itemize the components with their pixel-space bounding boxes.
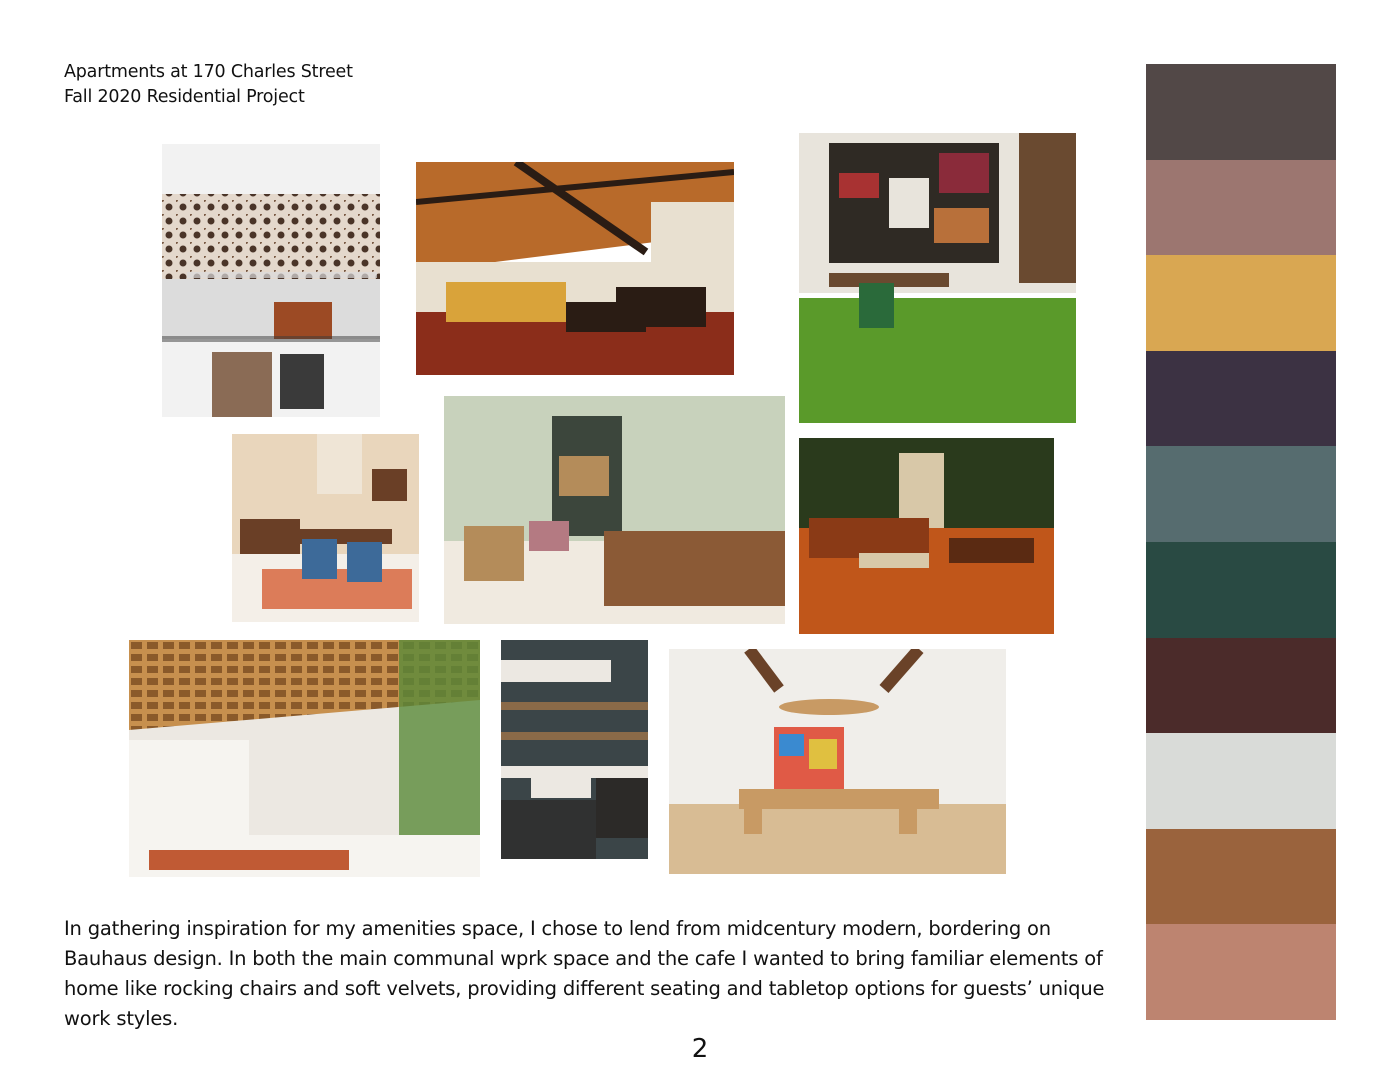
photo-kitchen-patterned-wall bbox=[162, 144, 380, 417]
page-number: 2 bbox=[691, 1034, 709, 1064]
photo-lounge-orange-floor bbox=[799, 438, 1054, 634]
color-palette bbox=[1146, 64, 1336, 1020]
photo-cafe-wood-grid-ceiling bbox=[129, 640, 480, 877]
photo-kitchenette-dark-cabinets bbox=[501, 640, 648, 859]
palette-swatch bbox=[1146, 160, 1336, 256]
palette-swatch bbox=[1146, 64, 1336, 160]
palette-swatch bbox=[1146, 351, 1336, 447]
palette-swatch bbox=[1146, 255, 1336, 351]
palette-swatch bbox=[1146, 446, 1336, 542]
project-subtitle: Fall 2020 Residential Project bbox=[64, 87, 305, 107]
project-header bbox=[64, 60, 353, 110]
palette-swatch bbox=[1146, 924, 1336, 1020]
palette-swatch bbox=[1146, 542, 1336, 638]
photo-dining-white-room bbox=[669, 649, 1006, 874]
palette-swatch bbox=[1146, 638, 1336, 734]
photo-living-room-glass-walls bbox=[444, 396, 785, 624]
palette-swatch bbox=[1146, 733, 1336, 829]
palette-swatch bbox=[1146, 829, 1336, 925]
photo-study-green-carpet bbox=[799, 133, 1076, 423]
project-title: Apartments at 170 Charles Street bbox=[64, 62, 353, 82]
photo-dining-blue-chairs bbox=[232, 434, 419, 622]
design-description: In gathering inspiration for my amenities space, I chose to lend from midcentury modern, bordering on Bauhaus design. In both the main communal wprk space and the cafe I wanted to bring familiar elements of home like rocking chairs and soft velvets, providing different seating and tabletop options for guests’ unique work styles. bbox=[64, 917, 1105, 1030]
photo-living-room-wood-ceiling bbox=[416, 162, 734, 375]
